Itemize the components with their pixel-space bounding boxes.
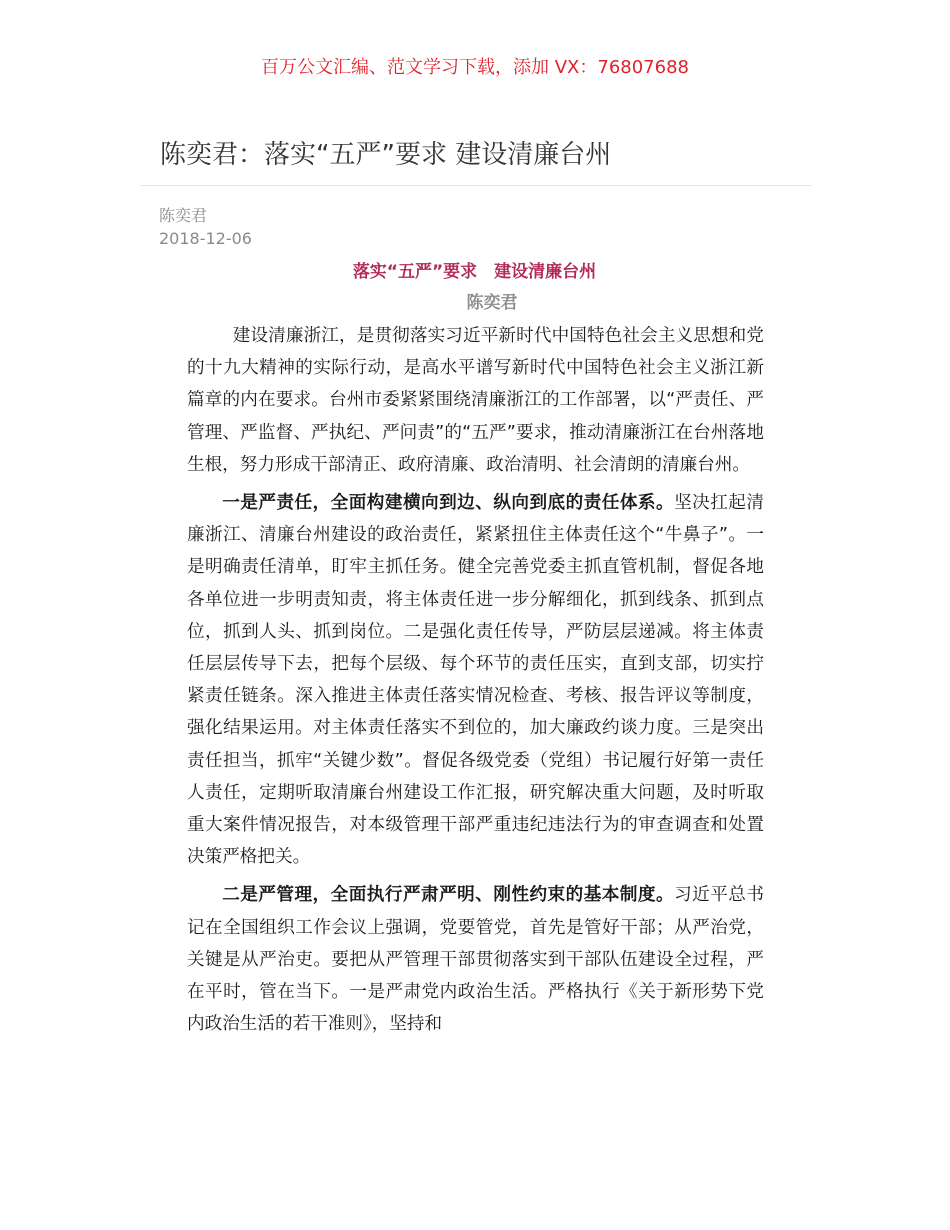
article-author: 陈奕君 xyxy=(466,293,518,313)
intro-paragraph: 建设清廉浙江，是贯彻落实习近平新时代中国特色社会主义思想和党的十九大精神的实际行动，是高水平谱写新时代中国特色社会主义浙江新篇章的内在要求。台州市委紧紧围绕清廉浙江的工作部署，以“严责任、严管理、严监督、严执纪、严问责”的“五严”要求，推动清廉浙江在台州落地生根，努力形成干部清正、政府清廉、政治清明、社会清朗的清廉台州。 xyxy=(187,326,764,475)
section-paragraph-1 xyxy=(187,487,764,873)
section-lead-2: 二是严管理，全面执行严肃严明、刚性约束的基本制度。 xyxy=(222,885,675,906)
byline-author: 陈奕君 xyxy=(159,206,208,225)
section-text-1: 坚决扛起清廉浙江、清廉台州建设的政治责任，紧紧扭住主体责任这个“牛鼻子”。一是明确责任清单，盯牢主抓任务。健全完善党委主抓直管机制，督促各地各单位进一步明责知责，将主体责任进一步分解细化，抓到线条、抓到点位，抓到人头、抓到岗位。二是强化责任传导，严防层层递减。将主体责任层层传导下去，把每个层级、每个环节的责任压实，直到支部，切实拧紧责任链条。深入推进主体责任落实情况检查、考核、报告评议等制度，强化结果运用。对主体责任落实不到位的，加大廉政约谈力度。三是突出责任担当，抓牢“关键少数”。督促各级党委（党组）书记履行好第一责任人责任，定期听取清廉台州建设工作汇报，研究解决重大问题，及时听取重大案件情况报告，对本级管理干部严重违纪违法行为的审查调查和处置决策严格把关。 xyxy=(187,493,764,868)
promo-banner: 百万公文汇编、范文学习下载，添加 VX：76807688 xyxy=(261,57,689,78)
article-heading: 落实“五严”要求 建设清廉台州 xyxy=(352,262,597,282)
section-lead-1: 一是严责任，全面构建横向到边、纵向到底的责任体系。 xyxy=(222,493,675,514)
publish-date: 2018-12-06 xyxy=(159,229,252,248)
section-paragraph-2 xyxy=(187,879,764,1040)
article-body xyxy=(187,320,764,1046)
page-title: 陈奕君：落实“五严”要求 建设清廉台州 xyxy=(160,140,612,170)
section-text-2: 习近平总书记在全国组织工作会议上强调，党要管党，首先是管好干部；从严治党，关键是从严治吏。要把从严管理干部贯彻落实到干部队伍建设全过程，严在平时，管在当下。一是严肃党内政治生活。严格执行《关于新形势下党内政治生活的若干准则》，坚持和 xyxy=(187,885,764,1035)
title-divider xyxy=(140,185,812,186)
